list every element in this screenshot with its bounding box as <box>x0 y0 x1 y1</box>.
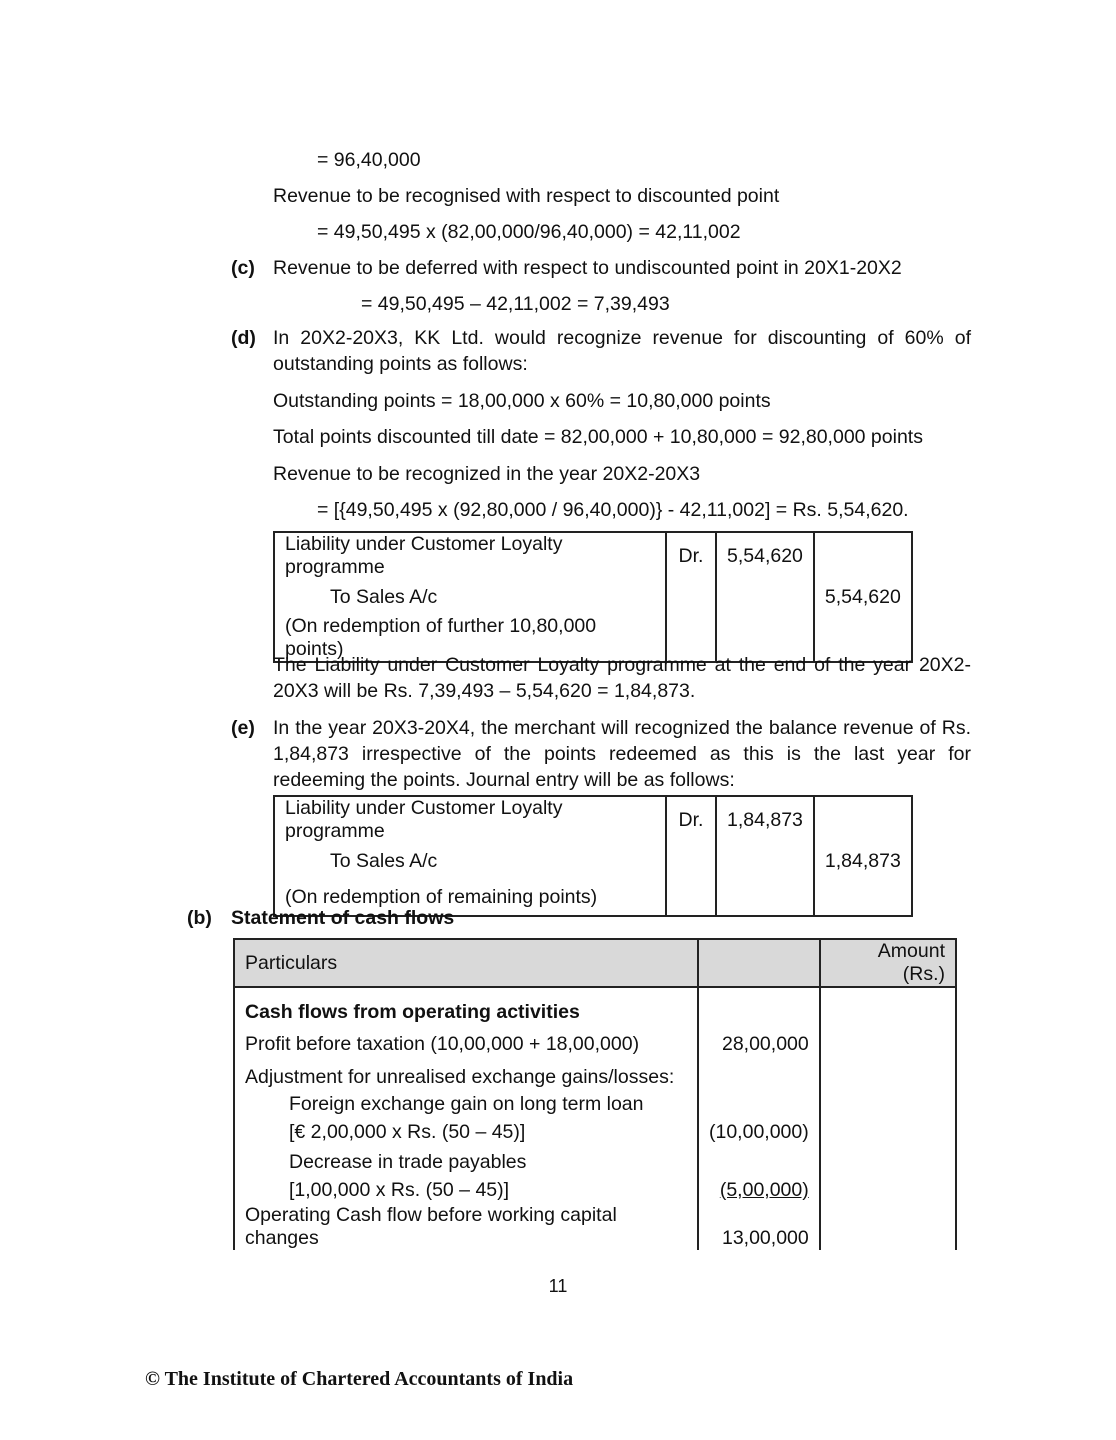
table-row-value: 28,00,000 <box>698 1024 820 1056</box>
journal-particulars: Liability under Customer Loyalty programme <box>274 532 666 579</box>
journal-dr: Dr. <box>666 532 716 579</box>
journal-narration: (On redemption of further 10,80,000 points) <box>274 615 666 662</box>
row-label-line: Foreign exchange gain on long term loan <box>289 1093 644 1115</box>
journal-credit <box>814 796 912 843</box>
part-c-text: Revenue to be deferred with respect to undiscounted point in 20X1-20X2 <box>273 257 902 279</box>
cash-flow-table <box>233 938 957 1250</box>
revenue-discounted-heading: Revenue to be recognised with respect to discounted point <box>273 185 780 207</box>
revenue-year-calc: = [{49,50,495 x (92,80,000 / 96,40,000)} - 42,11,002] = Rs. 5,54,620. <box>317 499 909 521</box>
part-c-label: (c) <box>231 257 255 279</box>
table-row-value: (10,00,000) <box>698 1089 820 1146</box>
page-number: 11 <box>548 1276 568 1296</box>
table-row-label <box>234 1146 698 1204</box>
table-row-label: Adjustment for unrealised exchange gains/losses: <box>234 1056 698 1089</box>
journal-dr: Dr. <box>666 796 716 843</box>
journal-narration: (On redemption of remaining points) <box>274 879 666 916</box>
footer-copyright: © The Institute of Chartered Accountants of India <box>145 1368 574 1390</box>
table-row-value: 13,00,000 <box>698 1204 820 1250</box>
part-c-calc: = 49,50,495 – 42,11,002 = 7,39,493 <box>361 293 670 315</box>
journal-particulars: To Sales A/c <box>274 579 666 615</box>
part-d-closing-text: The Liability under Customer Loyalty programme at the end of the year 20X2-20X3 will be Rs. 7,39,493 – 5,54,620 = 1,84,873. <box>273 654 971 702</box>
total-points-discounted: Total points discounted till date = 82,00,000 + 10,80,000 = 92,80,000 points <box>273 426 923 448</box>
journal-entry-table-2 <box>273 795 913 917</box>
calc-total-points: = 96,40,000 <box>317 149 421 171</box>
journal-entry-table-1 <box>273 531 913 663</box>
header-amount: Amount (Rs.) <box>820 939 956 987</box>
journal-credit: 5,54,620 <box>814 579 912 615</box>
table-row-value: (5,00,000) <box>719 1179 809 1201</box>
row-label-line: Decrease in trade payables <box>289 1151 527 1173</box>
part-e-label: (e) <box>231 717 255 739</box>
row-label-line: [€ 2,00,000 x Rs. (50 – 45)] <box>289 1121 526 1143</box>
journal-dr <box>666 579 716 615</box>
cash-flow-title: Statement of cash flows <box>231 907 455 929</box>
journal-credit: 1,84,873 <box>814 843 912 879</box>
outstanding-points: Outstanding points = 18,00,000 x 60% = 10,80,000 points <box>273 390 771 412</box>
part-e-text: In the year 20X3-20X4, the merchant will recognized the balance revenue of Rs. 1,84,873 irrespective of the points redeemed as this is the last year for redeeming the points. Journal entry will be as follows: <box>273 717 971 791</box>
journal-particulars: To Sales A/c <box>274 843 666 879</box>
section-heading: Cash flows from operating activities <box>234 987 698 1024</box>
part-d-text: In 20X2-20X3, KK Ltd. would recognize revenue for discounting of 60% of outstanding points as follows: <box>273 327 971 375</box>
revenue-discounted-calc: = 49,50,495 x (82,00,000/96,40,000) = 42,11,002 <box>317 221 741 243</box>
part-b-label: (b) <box>187 907 212 929</box>
row-label-line: [1,00,000 x Rs. (50 – 45)] <box>289 1179 510 1201</box>
journal-debit: 1,84,873 <box>716 796 814 843</box>
journal-debit <box>716 579 814 615</box>
table-row-label: Operating Cash flow before working capital changes <box>234 1204 698 1250</box>
table-row-label <box>234 1089 698 1146</box>
table-row-label: Profit before taxation (10,00,000 + 18,00,000) <box>234 1024 698 1056</box>
header-particulars: Particulars <box>234 939 698 987</box>
journal-particulars: Liability under Customer Loyalty programme <box>274 796 666 843</box>
part-d-label: (d) <box>231 327 256 349</box>
journal-credit <box>814 532 912 579</box>
revenue-year-heading: Revenue to be recognized in the year 20X2-20X3 <box>273 463 701 485</box>
journal-debit: 5,54,620 <box>716 532 814 579</box>
